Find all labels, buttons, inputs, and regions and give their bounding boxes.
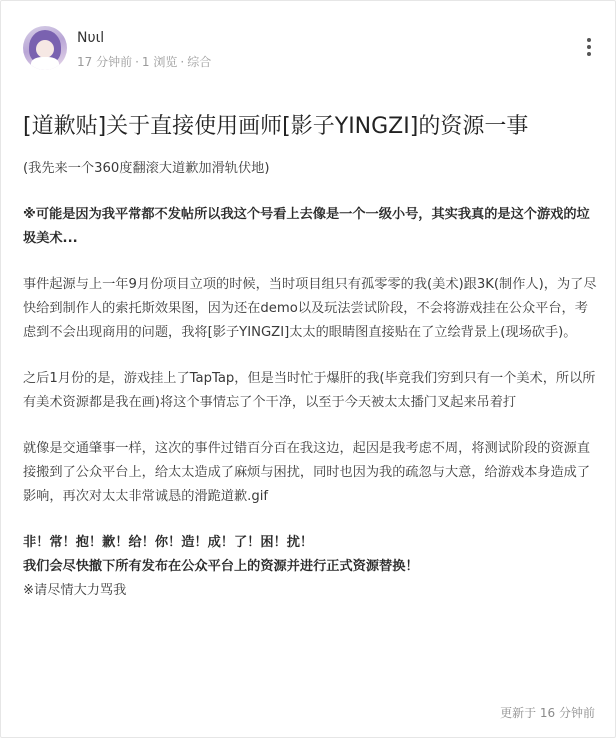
avatar-face [36, 40, 54, 58]
post-meta [77, 53, 211, 70]
author-name[interactable]: Nυιl [77, 30, 105, 46]
paragraph-action: 我们会尽快撤下所有发布在公众平台上的资源并进行正式资源替换！ [23, 559, 419, 574]
post-time: 17 分钟前 [77, 55, 133, 69]
paragraph-origin: 事件起源与上一年9月份项目立项的时候，当时项目组只有孤零零的我(美术)跟3K(制作人)，为了尽快给到制作人的索托斯效果图，因为还在demo以及玩法尝试阶段，不会将游戏挂在公众平台，考虑到不会出现商用的问题，我将[影子YINGZI]太太的眼睛图直接贴在了立绘背景上(现场砍手)。 [23, 277, 597, 340]
post-title: [道歉贴]关于直接使用画师[影子YINGZI]的资源一事 [23, 114, 529, 139]
post-header [23, 26, 598, 72]
post-category[interactable]: 综合 [187, 55, 212, 69]
post-content [23, 157, 598, 603]
meta-separator: · [135, 55, 139, 69]
post-views: 1 浏览 [141, 55, 178, 69]
paragraph-note: ※可能是因为我平常都不发帖所以我这个号看上去像是一个一级小号，其实我真的是这个游戏的垃圾美术... [23, 207, 590, 246]
updated-time: 更新于 16 分钟前 [500, 706, 595, 720]
avatar[interactable] [23, 26, 67, 70]
more-vertical-icon[interactable] [586, 38, 592, 58]
paragraph-later: 之后1月份的是，游戏挂上了TapTap，但是当时忙于爆肝的我(毕竟我们穷到只有一个美术，所以所有美术资源都是我在画)将这个事情忘了个干净，以至于今天被太太播门叉起来吊着打 [23, 371, 596, 410]
paragraph-responsibility: 就像是交通肇事一样，这次的事件过错百分百在我这边，起因是我考虑不周，将测试阶段的资源直接搬到了公众平台上，给太太造成了麻烦与困扰，同时也因为我的疏忽与大意，给游戏本身造成了影响，再次对太太非常诚恳的滑跪道歉.gif [23, 441, 591, 504]
paragraph-sorry: 非！常！抱！歉！给！你！造！成！了！困！扰！ [23, 535, 314, 550]
paragraph-apology-intro: (我先来一个360度翻滚大道歉加滑轨伏地) [23, 161, 270, 176]
avatar-body [31, 57, 59, 70]
meta-separator: · [180, 55, 185, 69]
paragraph-closing: ※请尽情大力骂我 [23, 583, 127, 598]
